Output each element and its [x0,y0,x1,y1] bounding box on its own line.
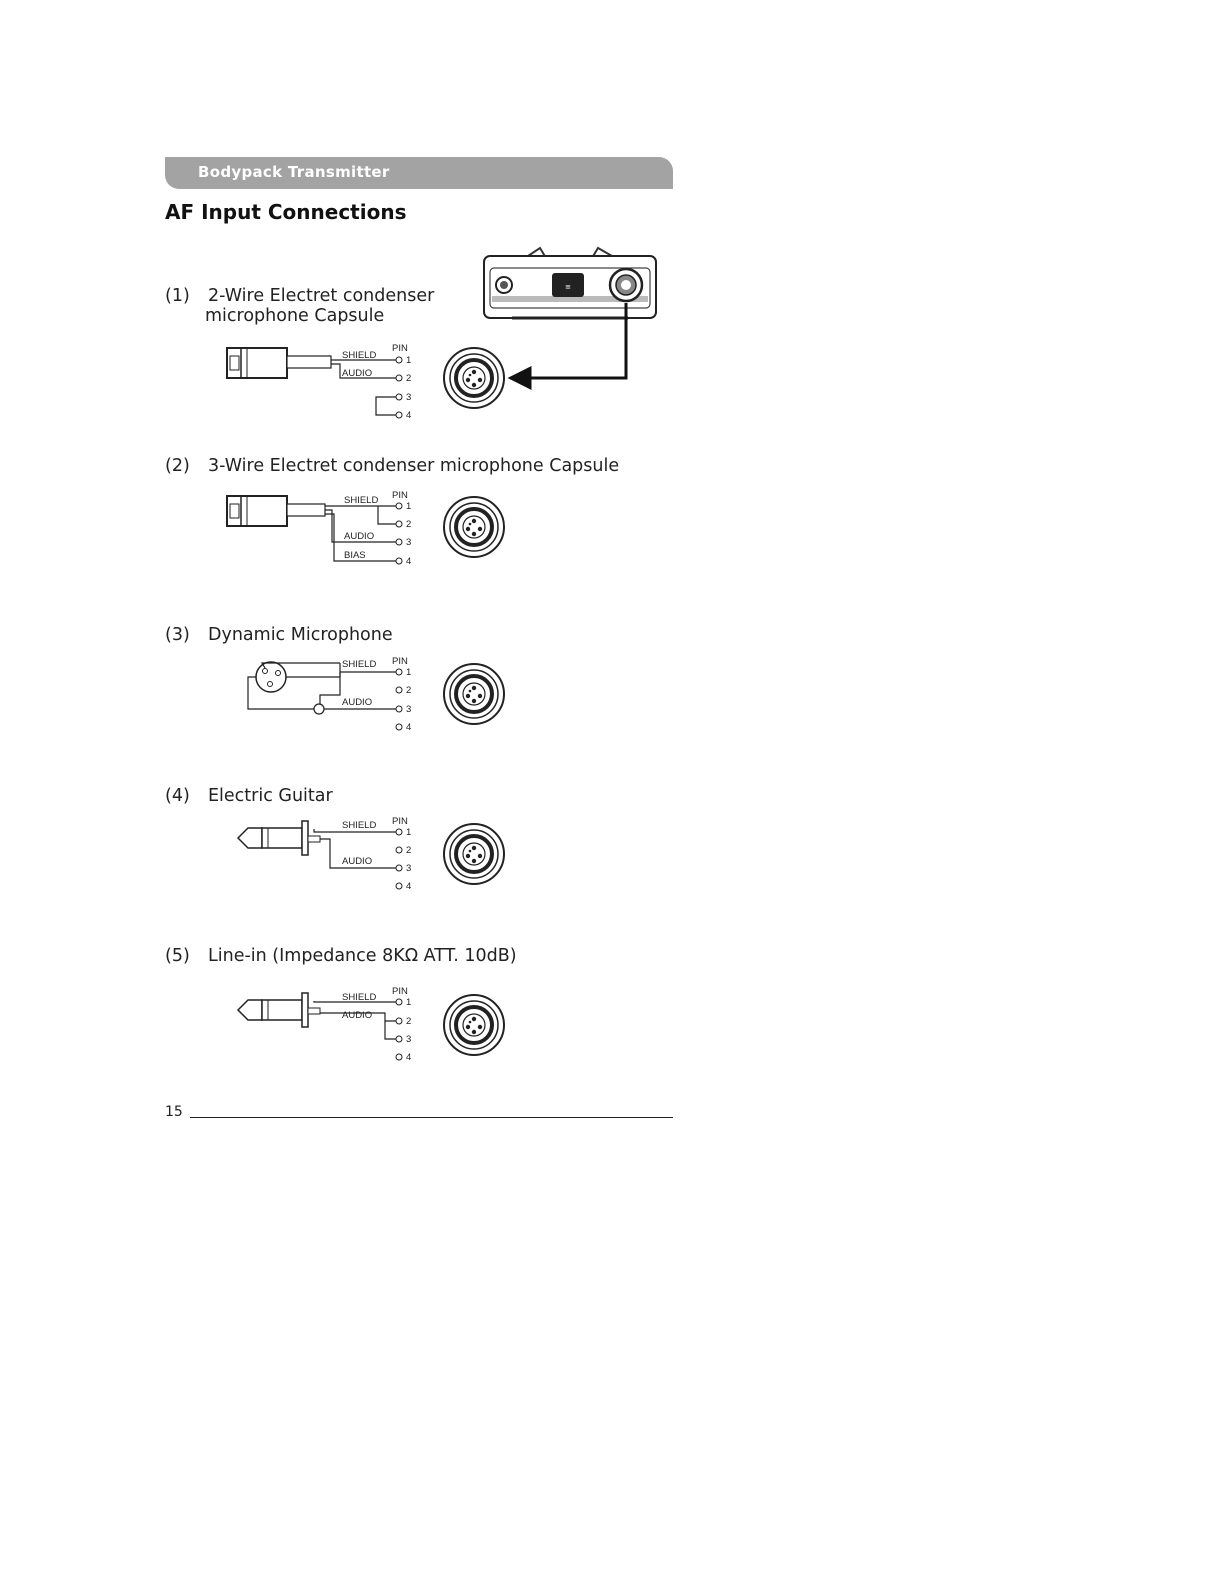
section-1-pin-4: 4 [406,410,412,421]
section-3-pin-label: PIN [392,656,408,667]
section-4-pin-2: 2 [406,845,412,856]
section-5-diagram [238,986,504,1063]
section-1-title-line2: microphone Capsule [205,306,385,326]
section-5-pin-3: 3 [406,1034,412,1045]
section-3-pin-1: 1 [406,667,412,678]
section-3-pin-3: 3 [406,704,412,715]
section-2-number: (2) [165,456,190,476]
section-4-pin-1: 1 [406,827,412,838]
section-2-pin-2: 2 [406,519,412,530]
section-4-diagram [238,816,504,892]
section-1-shield-label: SHIELD [342,350,377,361]
section-1-diagram [227,343,504,421]
section-1-pin-1: 1 [406,355,412,366]
svg-text:≡: ≡ [565,283,571,291]
section-4-title: Electric Guitar [208,786,333,806]
section-3-number: (3) [165,625,190,645]
section-5-pin-label: PIN [392,986,408,997]
section-2-diagram [227,490,504,567]
section-2-pin-4: 4 [406,556,412,567]
section-4-number: (4) [165,786,190,806]
footer-rule [190,1117,673,1118]
section-2-shield-label: SHIELD [344,495,379,506]
section-2-title: 3-Wire Electret condenser microphone Capsule [208,456,620,476]
section-1-audio-label: AUDIO [342,368,373,379]
section-5-shield-label: SHIELD [342,992,377,1003]
section-2-pin-3: 3 [406,537,412,548]
section-4-shield-label: SHIELD [342,820,377,831]
section-2-pin-1: 1 [406,501,412,512]
section-5-title: Line-in (Impedance 8KΩ ATT. 10dB) [208,946,517,966]
section-5-pin-1: 1 [406,997,412,1008]
section-5-pin-4: 4 [406,1052,412,1063]
section-1-pin-label: PIN [392,343,408,354]
section-1-pin-3: 3 [406,392,412,403]
page-title: AF Input Connections [165,200,407,224]
section-3-shield-label: SHIELD [342,659,377,670]
section-5-pin-2: 2 [406,1016,412,1027]
section-3-pin-4: 4 [406,722,412,733]
transmitter-top-view [484,248,656,318]
section-1-number: (1) [165,286,190,306]
section-3-audio-label: AUDIO [342,697,373,708]
section-3-diagram [248,656,504,733]
section-4-pin-4: 4 [406,881,412,892]
section-3-pin-2: 2 [406,685,412,696]
section-4-pin-label: PIN [392,816,408,827]
section-5-number: (5) [165,946,190,966]
section-5-audio-label: AUDIO [342,1010,373,1021]
section-4-audio-label: AUDIO [342,856,373,867]
section-2-pin-label: PIN [392,490,408,501]
section-3-title: Dynamic Microphone [208,625,393,645]
section-1-pin-2: 2 [406,373,412,384]
section-2-bias-label: BIAS [344,550,366,561]
page-number: 15 [165,1104,183,1120]
section-2-audio-label: AUDIO [344,531,375,542]
section-header-label: Bodypack Transmitter [198,163,390,181]
section-1-title-line1: 2-Wire Electret condenser [208,286,435,306]
section-4-pin-3: 3 [406,863,412,874]
